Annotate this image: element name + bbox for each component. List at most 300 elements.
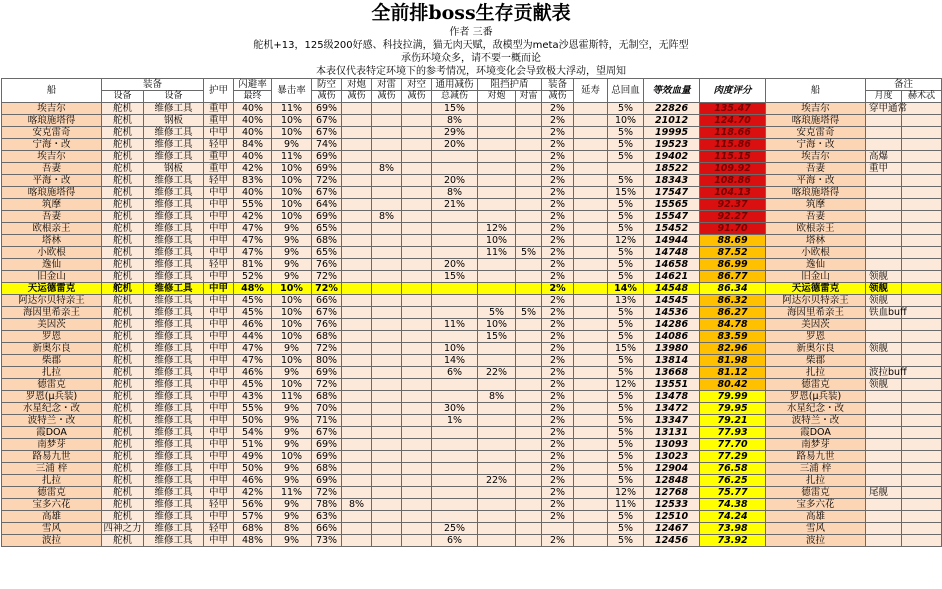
torp-def-cell (372, 439, 402, 451)
equip2-cell: 维修工具 (144, 307, 204, 319)
table-row (2, 307, 942, 319)
col-equip1: 设备 (102, 91, 144, 103)
evasion-cell: 47% (234, 343, 272, 355)
ship-cell: 德雷克 (2, 487, 102, 499)
equip-dr-cell: 2% (542, 115, 574, 127)
ship2-cell: 南梦芽 (766, 439, 866, 451)
table-row (2, 295, 942, 307)
gun-def-cell (342, 163, 372, 175)
aa-def-cell: 63% (312, 511, 342, 523)
ship-cell: 小欧根 (2, 247, 102, 259)
crit-cell: 9% (272, 247, 312, 259)
torp-def-cell (372, 379, 402, 391)
delay-cell (574, 271, 608, 283)
equip-dr-cell: 2% (542, 499, 574, 511)
equip-dr-cell: 2% (542, 319, 574, 331)
equip1-cell: 舵机 (102, 331, 144, 343)
delay-cell (574, 319, 608, 331)
crit-cell: 10% (272, 163, 312, 175)
equip2-cell: 维修工具 (144, 271, 204, 283)
eq-hp-cell: 19995 (644, 127, 700, 139)
aa-def-cell: 69% (312, 367, 342, 379)
equip-dr-cell: 2% (542, 235, 574, 247)
equip1-cell: 舵机 (102, 391, 144, 403)
remark2-cell (902, 451, 942, 463)
crit-cell: 9% (272, 235, 312, 247)
equip2-cell: 维修工具 (144, 187, 204, 199)
crit-cell: 10% (272, 175, 312, 187)
delay-cell (574, 403, 608, 415)
aa-def-cell: 67% (312, 115, 342, 127)
torp-def-cell (372, 463, 402, 475)
evasion-cell: 40% (234, 151, 272, 163)
equip1-cell: 舵机 (102, 427, 144, 439)
crit-cell: 11% (272, 103, 312, 115)
aa-def-cell: 69% (312, 211, 342, 223)
ship-cell: 高雄 (2, 511, 102, 523)
equip-dr-cell: 2% (542, 139, 574, 151)
ship-cell: 阿达尔贝特亲王 (2, 295, 102, 307)
heal-cell: 5% (608, 271, 644, 283)
evasion-cell: 48% (234, 535, 272, 547)
table-row (2, 511, 942, 523)
block-gun-cell (478, 103, 516, 115)
equip-dr-cell: 2% (542, 247, 574, 259)
aa-def-cell: 76% (312, 319, 342, 331)
heal-cell: 5% (608, 403, 644, 415)
equip2-cell: 维修工具 (144, 331, 204, 343)
equip-dr-cell: 2% (542, 535, 574, 547)
col-aa-def: 防空 (312, 79, 342, 91)
crit-cell: 10% (272, 127, 312, 139)
block-gun-cell (478, 295, 516, 307)
remark1-cell: 波拉buff (866, 367, 902, 379)
eq-hp-cell: 13347 (644, 415, 700, 427)
col-gun-def: 对炮 (342, 79, 372, 91)
air-def-cell (402, 391, 432, 403)
col-air-def: 对空 (402, 79, 432, 91)
armor-cell: 中甲 (204, 475, 234, 487)
remark1-cell (866, 223, 902, 235)
air-def-cell (402, 235, 432, 247)
remark2-cell (902, 211, 942, 223)
torp-def-cell (372, 343, 402, 355)
remark1-cell: 领舰 (866, 295, 902, 307)
evasion-cell: 55% (234, 199, 272, 211)
ship-cell: 波拉 (2, 535, 102, 547)
ship-cell: 波特兰・改 (2, 415, 102, 427)
remark1-cell (866, 211, 902, 223)
heal-cell: 5% (608, 463, 644, 475)
aa-def-cell: 80% (312, 355, 342, 367)
gun-def-cell (342, 319, 372, 331)
evasion-cell: 57% (234, 511, 272, 523)
armor-cell: 轻甲 (204, 499, 234, 511)
score-cell: 77.93 (700, 427, 766, 439)
remark1-cell (866, 331, 902, 343)
air-def-cell (402, 427, 432, 439)
evasion-cell: 84% (234, 139, 272, 151)
gen-dr-cell: 10% (432, 343, 478, 355)
equip-dr-cell: 2% (542, 391, 574, 403)
block-gun-cell: 22% (478, 475, 516, 487)
remark2-cell (902, 271, 942, 283)
crit-cell: 9% (272, 511, 312, 523)
evasion-cell: 40% (234, 127, 272, 139)
armor-cell: 轻甲 (204, 523, 234, 535)
aa-def-cell: 72% (312, 175, 342, 187)
delay-cell (574, 379, 608, 391)
ship-cell: 筑摩 (2, 199, 102, 211)
gen-dr-cell (432, 283, 478, 295)
armor-cell: 轻甲 (204, 175, 234, 187)
equip-dr-cell: 2% (542, 283, 574, 295)
delay-cell (574, 415, 608, 427)
delay-cell (574, 523, 608, 535)
ship-cell: 霞DOA (2, 427, 102, 439)
block-torp-cell (516, 487, 542, 499)
table-row (2, 403, 942, 415)
gun-def-cell (342, 439, 372, 451)
equip-dr-cell: 2% (542, 355, 574, 367)
eq-hp-cell: 15547 (644, 211, 700, 223)
crit-cell: 10% (272, 199, 312, 211)
equip1-cell: 舵机 (102, 115, 144, 127)
ship-cell: 平海・改 (2, 175, 102, 187)
col-block-gun: 对炮 (478, 91, 516, 103)
eq-hp-cell: 18522 (644, 163, 700, 175)
delay-cell (574, 259, 608, 271)
equip-dr-cell: 2% (542, 403, 574, 415)
aa-def-cell: 69% (312, 475, 342, 487)
eq-hp-cell: 14944 (644, 235, 700, 247)
ship2-cell: 平海・改 (766, 175, 866, 187)
block-torp-cell (516, 427, 542, 439)
crit-cell: 11% (272, 391, 312, 403)
score-cell: 87.52 (700, 247, 766, 259)
score-cell: 109.92 (700, 163, 766, 175)
remark1-cell (866, 451, 902, 463)
equip1-cell: 舵机 (102, 475, 144, 487)
delay-cell (574, 307, 608, 319)
armor-cell: 中甲 (204, 391, 234, 403)
col-air-def-sub: 减伤 (402, 91, 432, 103)
torp-def-cell (372, 451, 402, 463)
header-row-1 (2, 79, 942, 91)
block-gun-cell (478, 415, 516, 427)
evasion-cell: 42% (234, 163, 272, 175)
aa-def-cell: 65% (312, 247, 342, 259)
armor-cell: 中甲 (204, 127, 234, 139)
delay-cell (574, 295, 608, 307)
block-torp-cell (516, 319, 542, 331)
equip1-cell: 舵机 (102, 199, 144, 211)
air-def-cell (402, 463, 432, 475)
gun-def-cell (342, 403, 372, 415)
delay-cell (574, 439, 608, 451)
evasion-cell: 46% (234, 475, 272, 487)
ship-cell: 美因茨 (2, 319, 102, 331)
gen-dr-cell: 20% (432, 175, 478, 187)
ship2-cell: 扎拉 (766, 367, 866, 379)
crit-cell: 10% (272, 211, 312, 223)
gun-def-cell (342, 307, 372, 319)
block-torp-cell (516, 331, 542, 343)
block-torp-cell (516, 511, 542, 523)
score-cell: 84.78 (700, 319, 766, 331)
ship2-cell: 路易九世 (766, 451, 866, 463)
remark2-cell (902, 103, 942, 115)
delay-cell (574, 451, 608, 463)
delay-cell (574, 427, 608, 439)
evasion-cell: 50% (234, 463, 272, 475)
air-def-cell (402, 319, 432, 331)
ship-cell: 德雷克 (2, 379, 102, 391)
eq-hp-cell: 12510 (644, 511, 700, 523)
ship-cell: 新奥尔良 (2, 343, 102, 355)
heal-cell: 5% (608, 319, 644, 331)
remark1-cell (866, 475, 902, 487)
torp-def-cell (372, 331, 402, 343)
equip2-cell: 维修工具 (144, 247, 204, 259)
aa-def-cell: 68% (312, 391, 342, 403)
remark2-cell (902, 391, 942, 403)
remark1-cell: 领舰 (866, 283, 902, 295)
equip-dr-cell (542, 523, 574, 535)
eq-hp-cell: 13980 (644, 343, 700, 355)
remark1-cell (866, 199, 902, 211)
eq-hp-cell: 19402 (644, 151, 700, 163)
equip-dr-cell: 2% (542, 223, 574, 235)
heal-cell: 12% (608, 487, 644, 499)
torp-def-cell (372, 295, 402, 307)
remark1-cell (866, 415, 902, 427)
remark2-cell (902, 307, 942, 319)
ship-cell: 逸仙 (2, 259, 102, 271)
remark2-cell (902, 499, 942, 511)
col-ship2: 船 (766, 79, 866, 103)
crit-cell: 8% (272, 523, 312, 535)
delay-cell (574, 223, 608, 235)
gen-dr-cell (432, 379, 478, 391)
block-gun-cell: 10% (478, 235, 516, 247)
block-gun-cell (478, 259, 516, 271)
heal-cell: 5% (608, 151, 644, 163)
torp-def-cell (372, 223, 402, 235)
evasion-cell: 46% (234, 319, 272, 331)
block-torp-cell (516, 475, 542, 487)
delay-cell (574, 391, 608, 403)
block-gun-cell (478, 283, 516, 295)
delay-cell (574, 235, 608, 247)
remark1-cell: 领舰 (866, 379, 902, 391)
aa-def-cell: 68% (312, 331, 342, 343)
delay-cell (574, 475, 608, 487)
ship2-cell: 塔林 (766, 235, 866, 247)
eq-hp-cell: 15565 (644, 199, 700, 211)
ship-cell: 喀琅施塔得 (2, 187, 102, 199)
gen-dr-cell: 20% (432, 139, 478, 151)
score-cell: 108.86 (700, 175, 766, 187)
armor-cell: 重甲 (204, 163, 234, 175)
aa-def-cell: 72% (312, 283, 342, 295)
equip-dr-cell: 2% (542, 487, 574, 499)
armor-cell: 中甲 (204, 295, 234, 307)
crit-cell: 9% (272, 439, 312, 451)
remark2-cell (902, 355, 942, 367)
crit-cell: 10% (272, 379, 312, 391)
block-torp-cell (516, 103, 542, 115)
gun-def-cell (342, 139, 372, 151)
table-row (2, 199, 942, 211)
air-def-cell (402, 451, 432, 463)
equip2-cell: 维修工具 (144, 259, 204, 271)
gun-def-cell (342, 211, 372, 223)
crit-cell: 11% (272, 151, 312, 163)
equip1-cell: 舵机 (102, 319, 144, 331)
block-torp-cell (516, 379, 542, 391)
col-eq-hp: 等效血量 (644, 79, 700, 103)
block-gun-cell (478, 535, 516, 547)
equip2-cell: 维修工具 (144, 451, 204, 463)
remark2-cell (902, 487, 942, 499)
air-def-cell (402, 295, 432, 307)
equip-dr-cell: 2% (542, 343, 574, 355)
equip1-cell: 舵机 (102, 187, 144, 199)
score-cell: 80.42 (700, 379, 766, 391)
remark1-cell (866, 427, 902, 439)
ship-cell: 南梦芽 (2, 439, 102, 451)
heal-cell: 13% (608, 295, 644, 307)
score-cell: 124.70 (700, 115, 766, 127)
air-def-cell (402, 187, 432, 199)
torp-def-cell (372, 151, 402, 163)
air-def-cell (402, 367, 432, 379)
block-torp-cell (516, 463, 542, 475)
crit-cell: 9% (272, 403, 312, 415)
gen-dr-cell: 6% (432, 367, 478, 379)
col-evasion: 闪避率 (234, 79, 272, 91)
col-evasion-sub: 最终 (234, 91, 272, 103)
block-gun-cell (478, 451, 516, 463)
table-row (2, 499, 942, 511)
torp-def-cell (372, 415, 402, 427)
equip2-cell: 维修工具 (144, 235, 204, 247)
equip-dr-cell: 2% (542, 163, 574, 175)
torp-def-cell (372, 427, 402, 439)
armor-cell: 中甲 (204, 415, 234, 427)
delay-cell (574, 139, 608, 151)
equip-dr-cell: 2% (542, 103, 574, 115)
evasion-cell: 56% (234, 499, 272, 511)
gun-def-cell (342, 343, 372, 355)
aa-def-cell: 64% (312, 199, 342, 211)
armor-cell: 重甲 (204, 151, 234, 163)
table-row (2, 151, 942, 163)
ship-cell: 扎拉 (2, 367, 102, 379)
equip2-cell: 钢板 (144, 163, 204, 175)
gun-def-cell (342, 379, 372, 391)
heal-cell: 5% (608, 367, 644, 379)
air-def-cell (402, 199, 432, 211)
table-row (2, 391, 942, 403)
remark1-cell (866, 391, 902, 403)
equip1-cell: 舵机 (102, 259, 144, 271)
delay-cell (574, 283, 608, 295)
eq-hp-cell: 13668 (644, 367, 700, 379)
gun-def-cell (342, 463, 372, 475)
air-def-cell (402, 355, 432, 367)
eq-hp-cell: 22826 (644, 103, 700, 115)
ship-cell: 柴郡 (2, 355, 102, 367)
remark1-cell (866, 127, 902, 139)
col-equip2: 设备 (144, 91, 204, 103)
gen-dr-cell: 25% (432, 523, 478, 535)
evasion-cell: 47% (234, 223, 272, 235)
block-gun-cell (478, 523, 516, 535)
col-torp-def: 对雷 (372, 79, 402, 91)
gun-def-cell (342, 451, 372, 463)
evasion-cell: 50% (234, 415, 272, 427)
crit-cell: 10% (272, 283, 312, 295)
heal-cell (608, 163, 644, 175)
air-def-cell (402, 127, 432, 139)
aa-def-cell: 67% (312, 307, 342, 319)
aa-def-cell: 68% (312, 235, 342, 247)
block-torp-cell (516, 451, 542, 463)
gun-def-cell (342, 187, 372, 199)
heal-cell: 15% (608, 343, 644, 355)
score-cell: 83.59 (700, 331, 766, 343)
heal-cell: 12% (608, 235, 644, 247)
equip2-cell: 维修工具 (144, 355, 204, 367)
aa-def-cell: 71% (312, 415, 342, 427)
evasion-cell: 52% (234, 271, 272, 283)
table-row (2, 283, 942, 295)
score-cell: 82.96 (700, 343, 766, 355)
ship2-cell: 罗恩(μ兵装) (766, 391, 866, 403)
table-row (2, 343, 942, 355)
heal-cell: 5% (608, 127, 644, 139)
remark2-cell (902, 187, 942, 199)
block-gun-cell (478, 115, 516, 127)
equip2-cell: 维修工具 (144, 463, 204, 475)
heal-cell: 5% (608, 523, 644, 535)
equip2-cell: 维修工具 (144, 211, 204, 223)
ship-cell: 喀琅施塔得 (2, 115, 102, 127)
eq-hp-cell: 12467 (644, 523, 700, 535)
eq-hp-cell: 12456 (644, 535, 700, 547)
remark2-cell (902, 259, 942, 271)
equip1-cell: 舵机 (102, 139, 144, 151)
ship-cell: 罗恩(μ兵装) (2, 391, 102, 403)
heal-cell: 5% (608, 175, 644, 187)
gen-dr-cell (432, 307, 478, 319)
equip2-cell: 维修工具 (144, 295, 204, 307)
gen-dr-cell (432, 463, 478, 475)
equip-dr-cell: 2% (542, 415, 574, 427)
score-cell: 81.98 (700, 355, 766, 367)
ship2-cell: 罗恩 (766, 331, 866, 343)
block-torp-cell (516, 391, 542, 403)
remark2-cell (902, 247, 942, 259)
air-def-cell (402, 175, 432, 187)
block-torp-cell (516, 367, 542, 379)
equip1-cell: 舵机 (102, 535, 144, 547)
remark2-cell (902, 343, 942, 355)
gen-dr-cell (432, 223, 478, 235)
remark1-cell (866, 139, 902, 151)
